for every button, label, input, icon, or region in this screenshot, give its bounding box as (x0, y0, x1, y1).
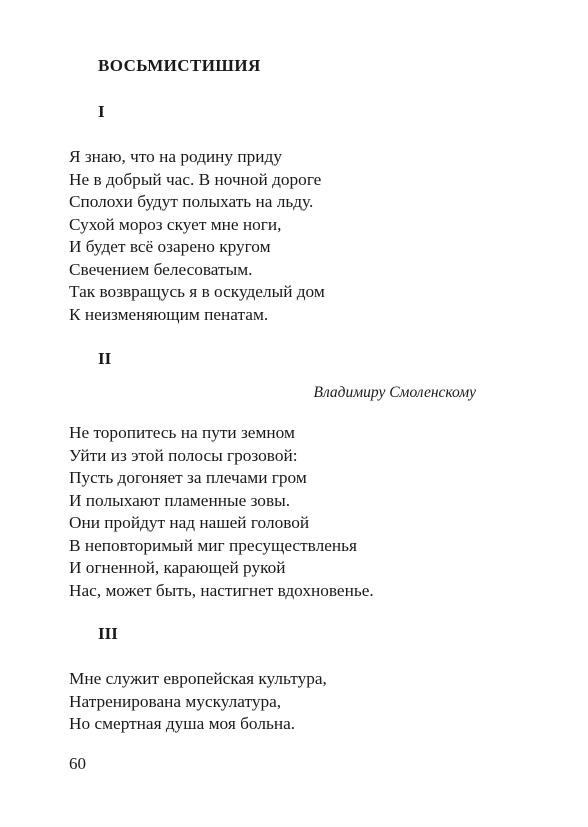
verse-line: К неизменяющим пенатам. (69, 304, 269, 324)
verse-line: Не в добрый час. В ночной дороге (69, 169, 322, 189)
verse-line: Натренирована мускулатура, (69, 691, 282, 711)
stanza-2 (69, 422, 374, 602)
verse-line: В неповторимый миг пресуществленья (69, 535, 357, 555)
verse-line: Пусть догоняет за плечами гром (69, 468, 307, 487)
page-number: 60 (69, 754, 86, 773)
verse-line: Нас, может быть, настигнет вдохновенье. (69, 580, 374, 600)
stanza-1 (69, 146, 325, 326)
verse-line: Они пройдут над нашей головой (69, 513, 310, 532)
verse-line: Мне служит европейская культура, (69, 669, 327, 688)
verse-line: Не торопитесь на пути земном (69, 423, 295, 442)
verse-line: И огненной, карающей рукой (69, 558, 286, 577)
verse-line: Уйти из этой полосы грозовой: (69, 445, 298, 465)
verse-line: Сполохи будут полыхать на льду. (69, 192, 314, 211)
stanza-3 (69, 668, 327, 736)
verse-line: Так возвращусь я в оскуделый дом (69, 282, 325, 301)
verse-line: И полыхают пламенные зовы. (69, 490, 291, 510)
section-number-3: III (98, 624, 118, 643)
verse-line: Я знаю, что на родину приду (69, 147, 282, 166)
dedication: Владимиру Смоленскому (313, 384, 476, 401)
verse-line: И будет всё озарено кругом (69, 237, 271, 256)
verse-line: Но смертная душа моя больна. (69, 714, 296, 733)
section-number-2: II (98, 349, 112, 368)
verse-line: Свечением белесоватым. (69, 259, 253, 279)
poem-cycle-title: ВОСЬМИСТИШИЯ (98, 56, 261, 75)
verse-line: Сухой мороз скует мне ноги, (69, 214, 282, 234)
section-number-1: I (98, 102, 105, 121)
